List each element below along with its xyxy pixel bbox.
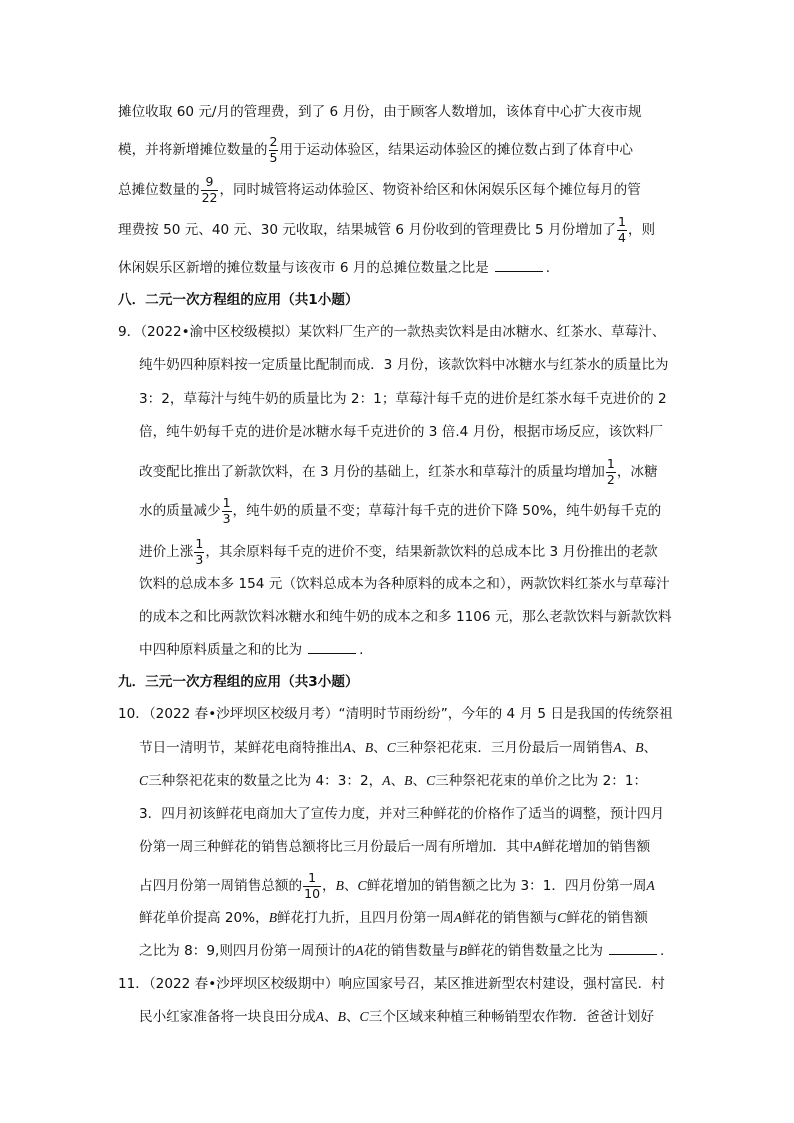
text: 模，并将新增摊位数量的 <box>118 142 268 158</box>
text: ，冰糖 <box>616 464 658 480</box>
text: 摊位收取 60 元/月的管理费，到了 6 月份，由于顾客人数增加，该体育中心扩大夜市规 <box>118 104 642 120</box>
text: 、 <box>390 773 405 789</box>
var-a: A <box>342 740 352 755</box>
text: 倍，纯牛奶每千克的进价是冰糖水每千克进价的 3 倍.4 月份，根据市场反应，该饮料厂 <box>139 424 663 440</box>
text: . <box>359 642 364 658</box>
text: 、 <box>643 740 658 756</box>
fraction <box>606 458 616 486</box>
denominator: 5 <box>269 149 278 165</box>
text: 三种祭祀花束．三月份最后一周销售 <box>395 740 614 756</box>
fraction <box>617 216 627 244</box>
section-heading-8: 八．二元一次方程组的应用（共1小题） <box>118 292 359 308</box>
text: 三种祭祀花束的单价之比为 2：1： <box>435 773 648 789</box>
q9-line-6 <box>139 497 661 525</box>
text: 进价上涨 <box>139 544 194 560</box>
denominator: 4 <box>617 229 626 245</box>
q9-line-3 <box>139 389 667 409</box>
text: 三个区域来种植三种畅销型农作物．爸爸计划好 <box>368 1009 655 1025</box>
text: 、 <box>324 1009 338 1025</box>
var-b: B <box>268 910 278 925</box>
text: 理费按 50 元、40 元、30 元收取，结果城管 6 月份收到的管理费比 5 月份增加了 <box>118 222 616 238</box>
fraction <box>201 176 219 204</box>
denominator: 3 <box>222 510 231 526</box>
answer-blank[interactable] <box>308 641 356 654</box>
q8-line-4 <box>118 216 655 244</box>
text: 改变配比推出了新款饮料，在 3 月份的基础上，红茶水和草莓汁的质量均增加 <box>139 464 605 480</box>
q8-line-1 <box>118 102 642 122</box>
text: 休闲娱乐区新增的摊位数量与该夜市 6 月的总摊位数量之比是 <box>118 260 489 276</box>
text: 、 <box>373 740 387 756</box>
q10-line-5 <box>139 837 650 857</box>
text: ，同时城管将运动体验区、物资补给区和休闲娱乐区每个摊位每月的管 <box>219 182 641 198</box>
var-b: B <box>364 740 374 755</box>
q9-line-10 <box>139 640 363 660</box>
text: 水的质量减少 <box>139 503 221 519</box>
q10-line-1 <box>118 704 673 724</box>
denominator: 10 <box>304 885 321 901</box>
var-c: C <box>357 878 367 893</box>
text: 11．（2022 春•沙坪坝区校级期中）响应国家号召，某区推进新型农村建设，强村富民．村 <box>118 976 665 992</box>
text: 的成本之和比两款饮料冰糖水和纯牛奶的成本之和多 1106 元，那么老款饮料与新款饮料 <box>139 609 672 625</box>
q9-line-8 <box>139 574 670 594</box>
var-a: A <box>646 878 655 893</box>
text: . <box>545 260 551 276</box>
text: 占四月份第一周销售总额的 <box>139 878 303 894</box>
text: 、 <box>345 1009 360 1025</box>
q9-line-9 <box>139 607 672 627</box>
q9-line-1 <box>118 322 665 342</box>
text: 3：2，草莓汁与纯牛奶的质量比为 2：1；草莓汁每千克的进价是红茶水每千克进价的 2 <box>139 391 667 407</box>
q8-line-3 <box>118 176 641 204</box>
var-b: B <box>335 878 344 893</box>
var-a: A <box>382 773 391 788</box>
text: 鲜花增加的销售额 <box>541 839 651 855</box>
answer-blank[interactable] <box>609 942 657 955</box>
text: 份第一周三种鲜花的销售总额将比三月份最后一周有所增加．其中 <box>139 839 534 855</box>
text: ，其余原料每千克的进价不变，结果新款饮料的总成本比 3 月份推出的老款 <box>205 544 658 560</box>
denominator: 2 <box>606 471 615 487</box>
numerator: 1 <box>617 214 626 229</box>
text: 节日一清明节，某鲜花电商特推出 <box>139 740 343 756</box>
var-b: B <box>635 740 644 755</box>
text: 三种祭祀花束的数量之比为 4：3：2， <box>148 773 383 789</box>
text: 、 <box>343 878 358 894</box>
text: ， <box>322 878 336 894</box>
var-a: A <box>315 1009 325 1024</box>
text: 纯牛奶四种原料按一定质量比配制而成．3 月份，该款饮料中冰糖水与红茶水的质量比为 <box>139 357 669 373</box>
text: 、 <box>351 740 365 756</box>
var-a: A <box>453 910 463 925</box>
var-c: C <box>359 1009 369 1024</box>
numerator: 9 <box>201 176 219 191</box>
text: 3．四月初该鲜花电商加大了宣传力度，并对三种鲜花的价格作了适当的调整，预计四月 <box>139 806 665 822</box>
var-a: A <box>613 740 622 755</box>
q10-line-6 <box>139 872 655 900</box>
denominator: 22 <box>201 189 218 205</box>
q8-line-2 <box>118 136 633 164</box>
fraction <box>269 136 279 164</box>
text: ，纯牛奶的质量不变；草莓汁每千克的进价下降 50%，纯牛奶每千克的 <box>232 503 662 519</box>
text: 、 <box>412 773 427 789</box>
fraction <box>194 538 204 566</box>
numerator: 1 <box>195 536 204 551</box>
q9-line-4 <box>139 422 663 442</box>
text: 花的销售数量与 <box>363 943 459 959</box>
q10-line-7 <box>139 908 648 928</box>
q8-line-5 <box>118 258 550 278</box>
fraction <box>222 497 232 525</box>
q10-line-8 <box>139 941 664 961</box>
section-heading-9: 九．三元一次方程组的应用（共3小题） <box>118 674 359 690</box>
q11-line-2 <box>139 1007 654 1027</box>
text: . <box>659 943 665 959</box>
q10-line-4 <box>139 804 664 824</box>
var-c: C <box>426 773 436 788</box>
var-a: A <box>355 943 364 958</box>
fraction <box>303 872 321 900</box>
text: 鲜花打九折，且四月份第一周 <box>277 910 454 926</box>
q9-line-5 <box>139 458 658 486</box>
numerator: 1 <box>303 872 321 887</box>
text: 鲜花增加的销售额之比为 3：1．四月份第一周 <box>366 878 647 894</box>
text: 、 <box>621 740 636 756</box>
var-c: C <box>386 740 396 755</box>
text: 鲜花单价提高 20%， <box>139 910 269 926</box>
var-c: C <box>557 910 567 925</box>
text: 总摊位数量的 <box>118 182 200 198</box>
text: 用于运动体验区，结果运动体验区的摊位数占到了体育中心 <box>279 142 633 158</box>
text: 鲜花的销售额 <box>566 910 648 926</box>
text: 饮料的总成本多 154 元（饮料总成本为各种原料的成本之和），两款饮料红茶水与草莓汁 <box>139 576 670 592</box>
denominator: 3 <box>195 551 204 567</box>
q10-line-2 <box>139 738 657 758</box>
var-b: B <box>458 943 468 958</box>
text: 10．（2022 春•沙坪坝区校级月考）“清明时节雨纷纷”，今年的 4 月 5 日是我国的传统祭祖 <box>118 706 673 722</box>
answer-blank[interactable] <box>495 259 543 272</box>
numerator: 1 <box>222 495 231 510</box>
q9-line-2 <box>139 355 669 375</box>
q9-line-7 <box>139 538 658 566</box>
text: 之比为 8：9,则四月份第一周预计的 <box>139 943 356 959</box>
numerator: 1 <box>606 456 615 471</box>
text: 鲜花的销售数量之比为 <box>467 943 603 959</box>
var-b: B <box>404 773 413 788</box>
q11-line-1 <box>118 974 665 994</box>
text: 中四种原料质量之和的比为 <box>139 642 303 658</box>
var-a: A <box>533 839 542 854</box>
q10-line-3 <box>139 771 647 791</box>
text: 9．（2022•渝中区校级模拟）某饮料厂生产的一款热卖饮料是由冰糖水、红茶水、草莓汁、 <box>118 324 666 340</box>
numerator: 2 <box>269 134 278 149</box>
text: ，则 <box>627 222 656 238</box>
var-c: C <box>139 773 149 788</box>
var-b: B <box>337 1009 346 1024</box>
text: 民小红家准备将一块良田分成 <box>139 1009 316 1025</box>
text: 鲜花的销售额与 <box>462 910 558 926</box>
